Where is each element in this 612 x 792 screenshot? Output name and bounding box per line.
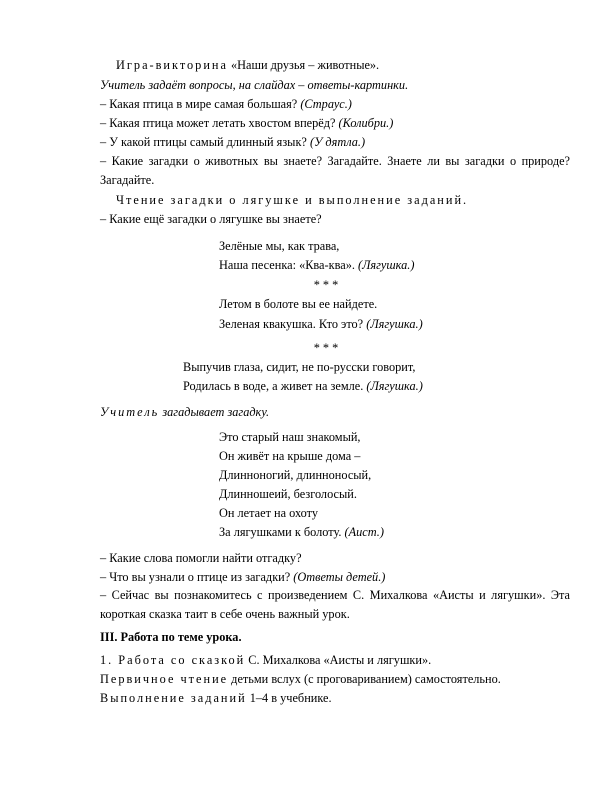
- riddle-answer: (Аист.): [344, 525, 384, 539]
- stork-riddle-line-6: [219, 525, 384, 540]
- first-reading-rest: детьми вслух (с проговариванием) самостоятельно.: [228, 672, 501, 686]
- answer-text: (Страус.): [300, 97, 352, 111]
- riddles-question: – Какие ещё загадки о лягушке вы знаете?: [100, 212, 322, 226]
- question-bird-info: [100, 570, 385, 585]
- work-with-tale: [100, 653, 431, 668]
- textbook-tasks: [100, 691, 332, 706]
- teacher-note-rest: загадывает загадку.: [159, 405, 270, 419]
- stork-riddle-line-2: Он живёт на крыше дома –: [219, 449, 361, 463]
- question-text: – У какой птицы самый длинный язык?: [100, 135, 310, 149]
- quiz-question-2: [100, 116, 393, 131]
- riddle-text: Зеленая квакушка. Кто это?: [219, 317, 367, 331]
- question-clue-words: – Какие слова помогли найти отгадку?: [100, 551, 302, 565]
- textbook-tasks-spaced: Выполнение заданий: [100, 691, 247, 705]
- stork-riddle-line-4: Длинношеий, безголосый.: [219, 487, 357, 501]
- work-with-tale-spaced: 1. Работа со сказкой: [100, 653, 246, 667]
- riddle-1-line-1: Зелёные мы, как трава,: [219, 239, 340, 253]
- quiz-question-4: – Какие загадки о животных вы знаете? Загадайте. Знаете ли вы загадки о природе? Загадайте.: [100, 154, 570, 187]
- riddle-answer: (Лягушка.): [366, 379, 423, 393]
- separator-stars-1: * * *: [313, 278, 339, 292]
- quiz-heading-title: «Наши друзья – животные».: [227, 58, 380, 72]
- answer-text: (Ответы детей.): [293, 570, 386, 584]
- quiz-heading: [116, 58, 379, 73]
- stork-riddle-line-5: Он летает на охоту: [219, 506, 318, 520]
- answer-text: (Колибри.): [338, 116, 394, 130]
- question-text: – Какая птица может летать хвостом вперёд?: [100, 116, 339, 130]
- riddle-2-line-1: Летом в болоте вы ее найдете.: [219, 297, 378, 311]
- textbook-tasks-rest: 1–4 в учебнике.: [246, 691, 332, 705]
- quiz-instruction: Учитель задаёт вопросы, на слайдах – ответы-картинки.: [100, 78, 409, 92]
- teacher-word: Учитель: [100, 405, 160, 419]
- quiz-heading-spaced: Игра-викторина: [116, 58, 228, 72]
- riddle-answer: (Лягушка.): [366, 317, 423, 331]
- answer-text: (У дятла.): [309, 135, 366, 149]
- question-text: – Что вы узнали о птице из загадки?: [100, 570, 294, 584]
- separator-stars-2: * * *: [313, 341, 339, 355]
- quiz-question-3: [100, 135, 365, 150]
- question-text: – Какая птица в мире самая большая?: [100, 97, 301, 111]
- teacher-riddle-note: [100, 405, 269, 420]
- riddles-heading: Чтение загадки о лягушке и выполнение заданий.: [116, 193, 469, 207]
- riddle-text: Наша песенка: «Ква-ква».: [219, 258, 358, 272]
- section-3-heading: III. Работа по теме урока.: [100, 630, 242, 644]
- first-reading: [100, 672, 501, 687]
- work-with-tale-rest: С. Михалкова «Аисты и лягушки».: [245, 653, 432, 667]
- riddle-text: Родилась в воде, а живет на земле.: [183, 379, 367, 393]
- first-reading-spaced: Первичное чтение: [100, 672, 229, 686]
- riddle-answer: (Лягушка.): [358, 258, 415, 272]
- riddle-3-line-1: Выпучив глаза, сидит, не по-русски говорит,: [183, 360, 416, 374]
- riddle-1-line-2: [219, 258, 414, 273]
- riddle-2-line-2: [219, 317, 423, 332]
- riddle-3-line-2: [183, 379, 423, 394]
- stork-riddle-line-1: Это старый наш знакомый,: [219, 430, 361, 444]
- quiz-question-1: [100, 97, 352, 112]
- riddle-text: За лягушками к болоту.: [219, 525, 345, 539]
- story-intro: – Сейчас вы познакомитесь с произведением С. Михалкова «Аисты и лягушки». Эта короткая сказка таит в себе очень важный урок.: [100, 588, 570, 621]
- stork-riddle-line-3: Длинноногий, длинноносый,: [219, 468, 372, 482]
